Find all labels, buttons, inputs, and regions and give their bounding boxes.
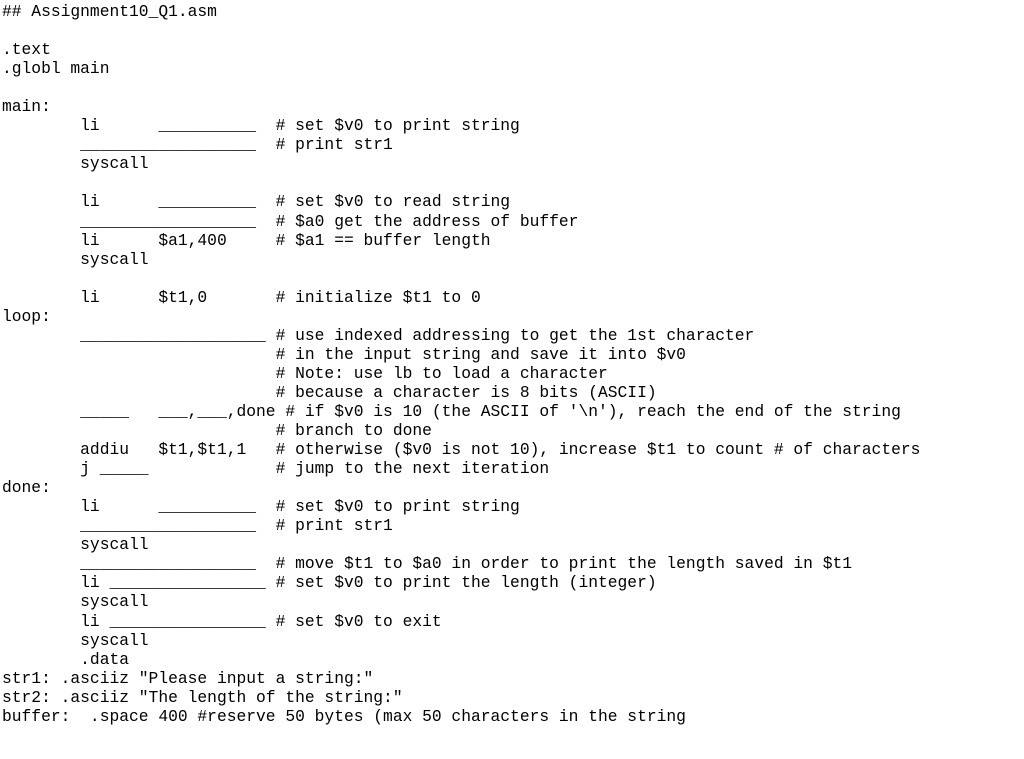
- code-line: [2, 173, 920, 192]
- code-line: __________________ # print str1: [2, 516, 393, 536]
- code-line: _____ ___,___,done # if $v0 is 10 (the ASCII of '\n'), reach the end of the string: [2, 401, 901, 421]
- code-line: [2, 269, 920, 288]
- code-line: li ________________ # set $v0 to print the length (integer): [2, 573, 657, 593]
- code-line: .globl main: [2, 59, 110, 79]
- code-line: __________________ # move $t1 to $a0 in order to print the length saved in $t1: [2, 554, 853, 574]
- code-line: [2, 21, 920, 40]
- code-line: # branch to done: [2, 421, 432, 441]
- code-line: ___________________ # use indexed addressing to get the 1st character: [2, 325, 755, 345]
- code-line: str1: .asciiz "Please input a string:": [2, 668, 374, 688]
- code-line: buffer: .space 400 #reserve 50 bytes (max 50 characters in the string: [2, 706, 686, 726]
- code-line: .data: [2, 649, 130, 669]
- code-line: syscall: [2, 249, 149, 269]
- code-line: li $t1,0 # initialize $t1 to 0: [2, 287, 481, 307]
- code-line: syscall: [2, 592, 149, 612]
- code-line: li $a1,400 # $a1 == buffer length: [2, 230, 491, 250]
- code-line: __________________ # $a0 get the address of buffer: [2, 211, 579, 231]
- code-line: done:: [2, 478, 51, 498]
- code-line: # because a character is 8 bits (ASCII): [2, 382, 657, 402]
- code-line: loop:: [2, 306, 51, 326]
- code-line: [2, 78, 920, 97]
- code-line: str2: .asciiz "The length of the string:": [2, 687, 403, 707]
- code-line: addiu $t1,$t1,1 # otherwise ($v0 is not 10), increase $t1 to count # of characters: [2, 440, 921, 460]
- code-line: li __________ # set $v0 to print string: [2, 497, 520, 517]
- code-line: ## Assignment10_Q1.asm: [2, 2, 217, 21]
- code-line: syscall: [2, 154, 149, 174]
- code-line: li __________ # set $v0 to read string: [2, 192, 511, 212]
- code-line: # in the input string and save it into $v0: [2, 344, 686, 364]
- code-line: # Note: use lb to load a character: [2, 363, 608, 383]
- code-line: li __________ # set $v0 to print string: [2, 116, 520, 136]
- code-line: main:: [2, 97, 51, 117]
- assembly-code-listing: [2, 2, 920, 726]
- code-line: syscall: [2, 535, 149, 555]
- code-line: j _____ # jump to the next iteration: [2, 459, 550, 479]
- code-line: syscall: [2, 630, 149, 650]
- code-line: .text: [2, 40, 51, 60]
- code-line: __________________ # print str1: [2, 135, 393, 155]
- code-line: li ________________ # set $v0 to exit: [2, 611, 442, 631]
